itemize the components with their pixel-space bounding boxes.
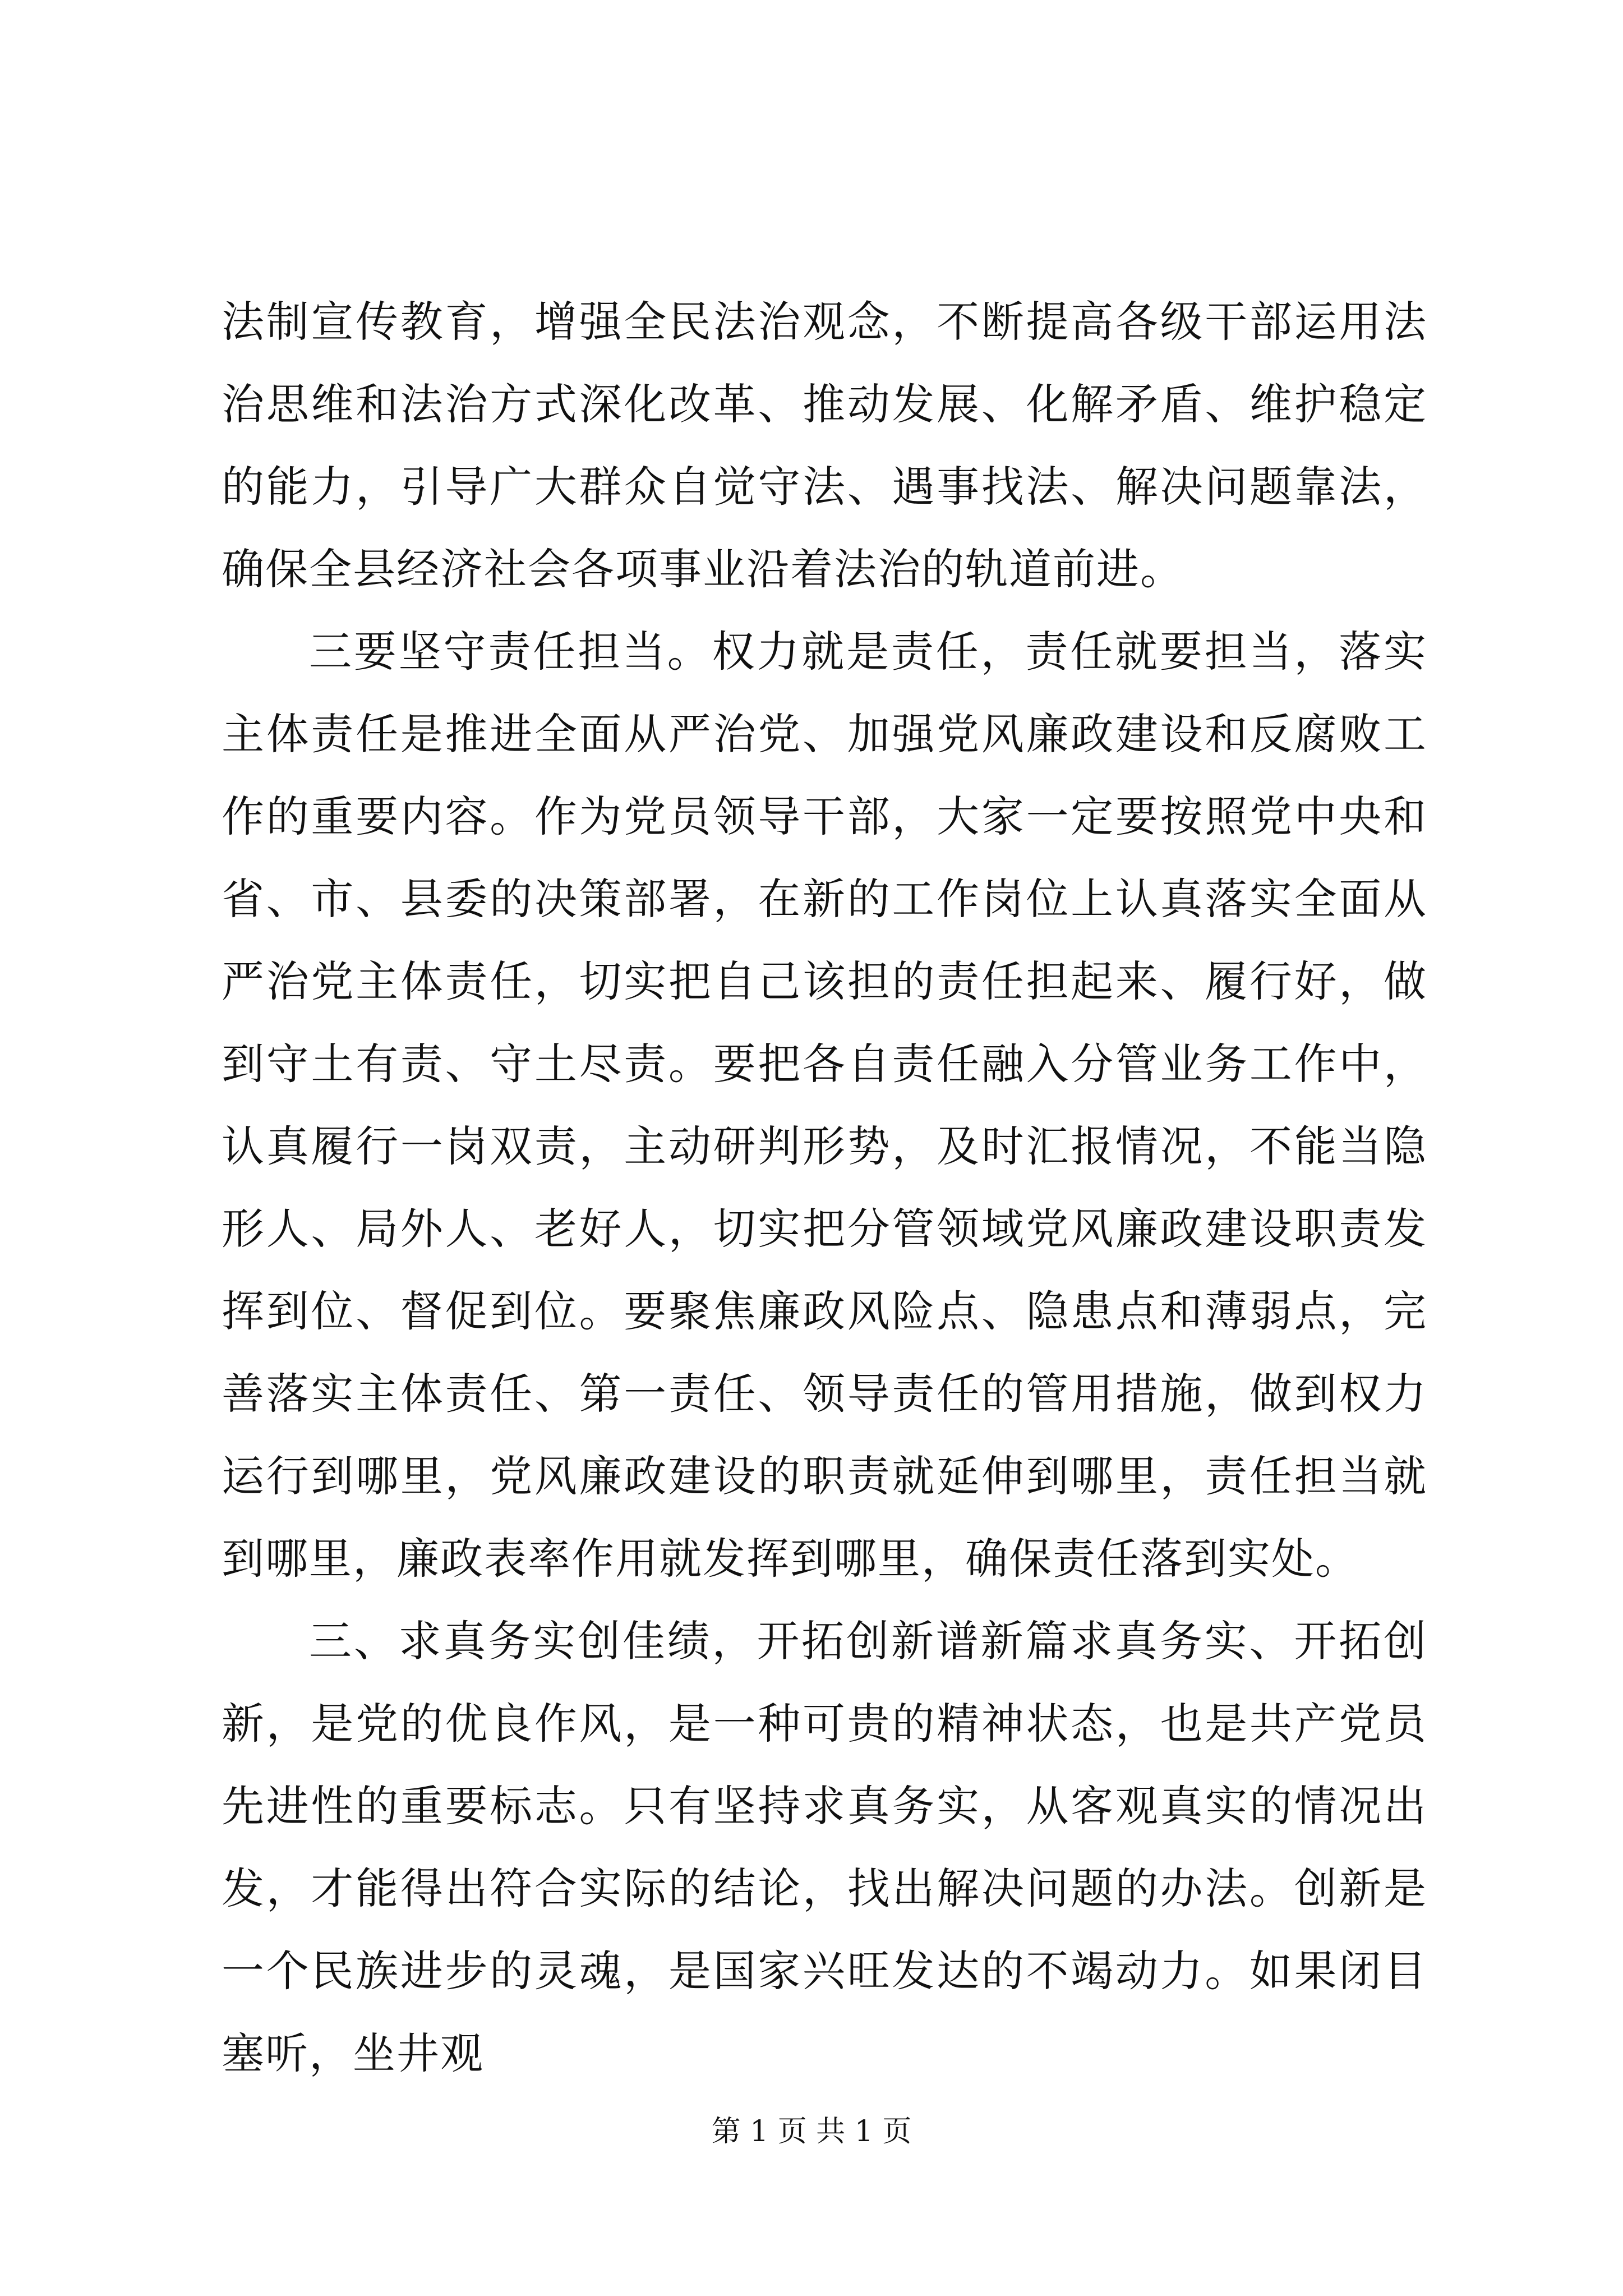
paragraph-responsibility: 三要坚守责任担当。权力就是责任，责任就要担当，落实主体责任是推进全面从严治党、加强党风廉政建设和反腐败工作的重要内容。作为党员领导干部，大家一定要按照党中央和省、市、县委的决策部署，在新的工作岗位上认真落实全面从严治党主体责任，切实把自己该担的责任担起来、履行好，做到守土有责、守土尽责。要把各自责任融入分管业务工作中，认真履行一岗双责，主动研判形势，及时汇报情况，不能当隐形人、局外人、老好人，切实把分管领域党风廉政建设职责发挥到位、督促到位。要聚焦廉政风险点、隐患点和薄弱点，完善落实主体责任、第一责任、领导责任的管用措施，做到权力运行到哪里，党风廉政建设的职责就延伸到哪里，责任担当就到哪里，廉政表率作用就发挥到哪里，确保责任落到实处。 — [222, 627, 1427, 1584]
document-body — [222, 280, 1427, 2095]
page-footer: 第 1 页 共 1 页 — [711, 2115, 912, 2148]
paragraph-section-three: 三、求真务实创佳绩，开拓创新谱新篇求真务实、开拓创新，是党的优良作风，是一种可贵的精神状态，也是共产党员先进性的重要标志。只有坚持求真务实，从客观真实的情况出发，才能得出符合实际的结论，找出解决问题的办法。创新是一个民族进步的灵魂，是国家兴旺发达的不竭动力。如果闭目塞听，坐井观 — [222, 1616, 1427, 2078]
paragraph-continuation: 法制宣传教育，增强全民法治观念，不断提高各级干部运用法治思维和法治方式深化改革、推动发展、化解矛盾、维护稳定的能力，引导广大群众自觉守法、遇事找法、解决问题靠法，确保全县经济社会各项事业沿着法治的轨道前进。 — [222, 297, 1427, 594]
